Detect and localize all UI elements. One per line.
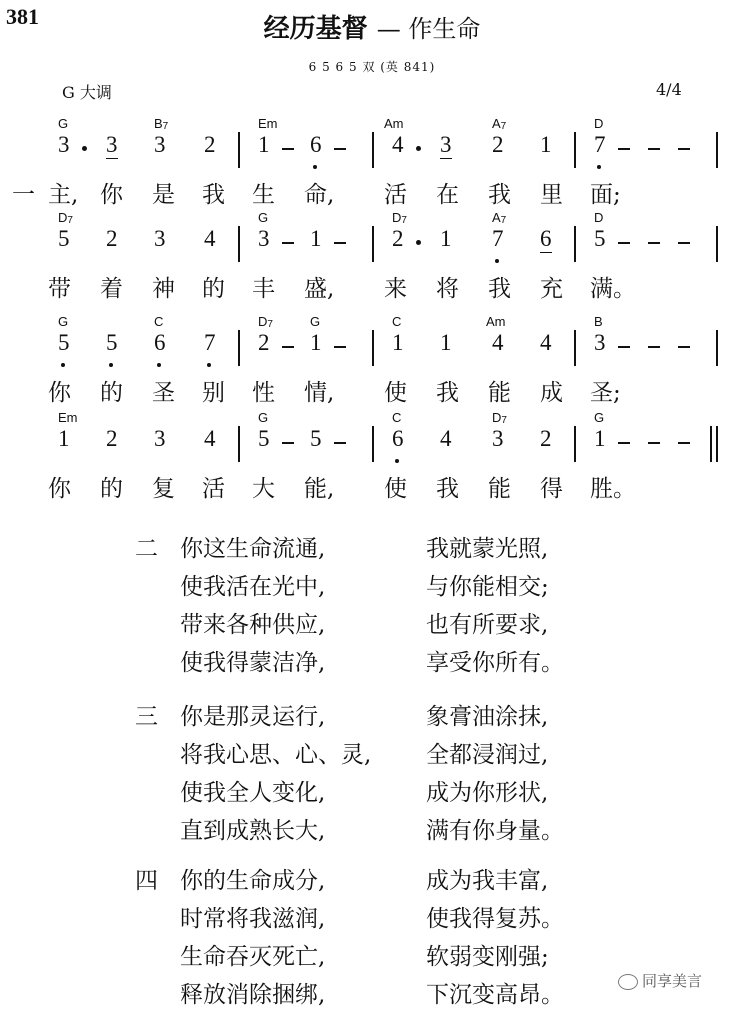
stanza-line-first-half: 生命吞灭死亡, [180, 944, 326, 970]
note: 4 [440, 426, 452, 451]
bar-line [574, 426, 576, 462]
lyric-syllable: 带 [48, 276, 71, 302]
lyric-syllable: 丰 [252, 276, 275, 302]
note: 3 [258, 226, 270, 251]
augmentation-dot [416, 146, 421, 151]
stanza-line-first-half: 释放消除捆绑, [180, 982, 326, 1008]
note: 3 [58, 132, 70, 157]
stanza-line-second-half: 软弱变刚强; [426, 944, 549, 970]
lyric-syllable: 我 [488, 182, 511, 208]
sustain-dash [282, 346, 294, 348]
note: 6 [310, 132, 322, 157]
lyric-syllable: 使 [384, 380, 407, 406]
chord-symbol: B [594, 314, 603, 329]
chord-symbol: G [258, 210, 269, 225]
bar-line [372, 132, 374, 168]
sustain-dash [334, 346, 346, 348]
lyric-syllable: 我 [488, 276, 511, 302]
chord-symbol: $B_7$ [154, 116, 169, 132]
lyric-syllable: 圣 [152, 380, 175, 406]
stanza-line-second-half: 满有你身量。 [426, 818, 564, 844]
sustain-dash [678, 346, 690, 348]
stanza-line-first-half: 时常将我滋润, [180, 906, 326, 932]
chord-symbol: Em [258, 116, 278, 131]
final-bar-line [710, 426, 712, 462]
bar-line [716, 226, 718, 262]
sustain-dash [334, 242, 346, 244]
stanza-line [0, 698, 744, 732]
sustain-dash [334, 148, 346, 150]
chord-symbol: Am [384, 116, 404, 131]
stanza-line [0, 736, 744, 770]
note: 4 [204, 426, 216, 451]
sustain-dash [648, 442, 660, 444]
bar-line [574, 132, 576, 168]
chord-symbol: C [392, 410, 402, 425]
bar-line [238, 132, 240, 168]
lyric-syllable: 面; [590, 182, 621, 208]
note: 4 [392, 132, 404, 157]
note: 1 [58, 426, 70, 451]
bar-line [716, 330, 718, 366]
note: 1 [310, 330, 322, 355]
note: 1 [310, 226, 322, 251]
stanza-line-second-half: 成为你形状, [426, 780, 549, 806]
note: 2 [106, 226, 118, 251]
chord-symbol: $D_7$ [392, 210, 407, 226]
score-system [0, 410, 744, 510]
sustain-dash [334, 442, 346, 444]
stanza-line-first-half: 使我全人变化, [180, 780, 326, 806]
chord-symbol: D [594, 116, 604, 131]
sustain-dash [282, 148, 294, 150]
title-main: 经历基督 [263, 14, 368, 44]
note: 2 [204, 132, 216, 157]
lyric-syllable: 里 [540, 182, 563, 208]
lyric-syllable: 活 [384, 182, 407, 208]
note: 5 [58, 226, 70, 251]
sustain-dash [618, 442, 630, 444]
lyric-syllable: 来 [384, 276, 407, 302]
bar-line [574, 226, 576, 262]
lyric-syllable: 使 [384, 476, 407, 502]
bar-line [238, 426, 240, 462]
octave-dot [157, 363, 161, 367]
lyric-syllable: 能, [304, 476, 335, 502]
stanza-line [0, 530, 744, 564]
lyric-syllable: 我 [202, 182, 225, 208]
bar-line [238, 226, 240, 262]
bar-line [238, 330, 240, 366]
note: 7 [594, 132, 606, 157]
lyric-syllable: 得 [540, 476, 563, 502]
chord-symbol: G [310, 314, 321, 329]
chord-symbol: D [594, 210, 604, 225]
note: 2 [258, 330, 270, 355]
sustain-dash [648, 242, 660, 244]
lyric-syllable: 成 [540, 380, 563, 406]
stanza-line-second-half: 享受你所有。 [426, 650, 564, 676]
bar-line [716, 426, 718, 462]
meter-line: 6 5 6 5 双 (英 841) [308, 60, 436, 74]
note: 5 [106, 330, 118, 355]
chord-symbol: C [392, 314, 402, 329]
chord-symbol: G [594, 410, 605, 425]
lyric-syllable: 生 [252, 182, 275, 208]
note: 3 [154, 132, 166, 157]
octave-dot [61, 363, 65, 367]
lyric-syllable: 主, [48, 182, 79, 208]
wechat-icon [618, 974, 638, 990]
octave-dot [207, 363, 211, 367]
sustain-dash [678, 148, 690, 150]
note: 2 [492, 132, 504, 157]
note: 3 [154, 226, 166, 251]
stanza-line [0, 938, 744, 972]
lyric-syllable: 满。 [590, 276, 636, 302]
chord-symbol: Em [58, 410, 78, 425]
stanza-number: 三 [135, 704, 158, 730]
note: 3 [594, 330, 606, 355]
note: 5 [594, 226, 606, 251]
hymn-number: 381 [6, 4, 39, 29]
lyric-syllable: 能 [488, 476, 511, 502]
stanza-line-first-half: 你的生命成分, [180, 868, 326, 894]
note: 6 [540, 226, 552, 251]
chord-symbol: $A_7$ [492, 116, 507, 132]
augmentation-dot [416, 240, 421, 245]
stanza-line [0, 774, 744, 808]
lyric-syllable: 胜。 [590, 476, 636, 502]
octave-dot [313, 165, 317, 169]
octave-dot [395, 459, 399, 463]
chord-symbol: G [258, 410, 269, 425]
sustain-dash [618, 242, 630, 244]
lyric-syllable: 的 [202, 276, 225, 302]
stanza-line-first-half: 将我心思、心、灵, [180, 742, 372, 768]
stanza-line-second-half: 我就蒙光照, [426, 536, 549, 562]
chord-symbol: $D_7$ [492, 410, 507, 426]
chord-symbol: G [58, 116, 69, 131]
note: 6 [154, 330, 166, 355]
stanza-line-first-half: 带来各种供应, [180, 612, 326, 638]
octave-dot [109, 363, 113, 367]
bar-line [716, 132, 718, 168]
stanza-line-second-half: 全都浸润过, [426, 742, 549, 768]
hymn-title [0, 8, 744, 45]
note: 1 [440, 330, 452, 355]
score-system [0, 314, 744, 414]
lyric-syllable: 别 [202, 380, 225, 406]
verse-number: 一 [12, 182, 35, 208]
stanza-line [0, 606, 744, 640]
lyric-syllable: 你 [48, 476, 71, 502]
sustain-dash [648, 346, 660, 348]
sustain-dash [648, 148, 660, 150]
sustain-dash [282, 442, 294, 444]
note: 3 [492, 426, 504, 451]
lyric-syllable: 圣; [590, 380, 621, 406]
stanza-line-first-half: 使我得蒙洁净, [180, 650, 326, 676]
stanza-line-second-half: 也有所要求, [426, 612, 549, 638]
title-subtitle: 作生命 [408, 15, 481, 43]
key-signature: G 大调 [62, 83, 112, 102]
stanza-line [0, 644, 744, 678]
bar-line [372, 226, 374, 262]
note: 1 [440, 226, 452, 251]
lyric-syllable: 我 [436, 476, 459, 502]
note: 4 [204, 226, 216, 251]
note: 7 [492, 226, 504, 251]
title-separator: — [376, 15, 409, 43]
lyric-syllable: 是 [152, 182, 175, 208]
stanza-line-second-half: 下沉变高昂。 [426, 982, 564, 1008]
note: 5 [310, 426, 322, 451]
stanza-line-second-half: 成为我丰富, [426, 868, 549, 894]
sustain-dash [678, 442, 690, 444]
bar-line [372, 330, 374, 366]
lyric-syllable: 着 [100, 276, 123, 302]
watermark-text: 同享美言 [642, 972, 703, 990]
chord-symbol: $D_7$ [258, 314, 273, 330]
sustain-dash [678, 242, 690, 244]
lyric-syllable: 大 [252, 476, 275, 502]
score-system [0, 210, 744, 310]
stanza-line-first-half: 直到成熟长大, [180, 818, 326, 844]
stanza-line [0, 862, 744, 896]
stanza-number: 二 [135, 536, 158, 562]
bar-line [574, 330, 576, 366]
note: 7 [204, 330, 216, 355]
stanza-line-second-half: 使我得复苏。 [426, 906, 564, 932]
stanza-number: 四 [135, 868, 158, 894]
stanza-line-first-half: 你这生命流通, [180, 536, 326, 562]
note: 2 [540, 426, 552, 451]
lyric-syllable: 你 [48, 380, 71, 406]
score-system [0, 116, 744, 216]
lyric-syllable: 神 [152, 276, 175, 302]
lyric-syllable: 能 [488, 380, 511, 406]
lyric-syllable: 的 [100, 476, 123, 502]
bar-line [372, 426, 374, 462]
lyric-syllable: 你 [100, 182, 123, 208]
stanza-line [0, 568, 744, 602]
lyric-syllable: 的 [100, 380, 123, 406]
lyric-syllable: 复 [152, 476, 175, 502]
note: 1 [540, 132, 552, 157]
stanza-line [0, 812, 744, 846]
note: 2 [106, 426, 118, 451]
time-signature: 4/4 [656, 80, 682, 99]
augmentation-dot [82, 146, 87, 151]
octave-dot [597, 165, 601, 169]
lyric-syllable: 充 [540, 276, 563, 302]
note: 3 [154, 426, 166, 451]
octave-dot [495, 259, 499, 263]
note: 1 [392, 330, 404, 355]
note: 1 [258, 132, 270, 157]
lyric-syllable: 性 [252, 380, 275, 406]
note: 5 [258, 426, 270, 451]
note: 2 [392, 226, 404, 251]
note: 1 [594, 426, 606, 451]
stanza-line-second-half: 象膏油涂抹, [426, 704, 549, 730]
note: 3 [440, 132, 452, 157]
note: 5 [58, 330, 70, 355]
chord-symbol: G [58, 314, 69, 329]
note: 6 [392, 426, 404, 451]
lyric-syllable: 盛, [304, 276, 335, 302]
note: 4 [492, 330, 504, 355]
sustain-dash [282, 242, 294, 244]
watermark [618, 970, 702, 991]
note: 3 [106, 132, 118, 157]
lyric-syllable: 命, [304, 182, 335, 208]
chord-symbol: Am [486, 314, 506, 329]
stanza-line-first-half: 你是那灵运行, [180, 704, 326, 730]
lyric-syllable: 活 [202, 476, 225, 502]
stanza-line-first-half: 使我活在光中, [180, 574, 326, 600]
lyric-syllable: 情, [304, 380, 335, 406]
chord-symbol: $A_7$ [492, 210, 507, 226]
lyric-syllable: 在 [436, 182, 459, 208]
note: 4 [540, 330, 552, 355]
lyric-syllable: 将 [436, 276, 459, 302]
chord-symbol: $D_7$ [58, 210, 73, 226]
sustain-dash [618, 148, 630, 150]
stanza-line [0, 900, 744, 934]
sustain-dash [618, 346, 630, 348]
stanza-line-second-half: 与你能相交; [426, 574, 549, 600]
chord-symbol: C [154, 314, 164, 329]
lyric-syllable: 我 [436, 380, 459, 406]
